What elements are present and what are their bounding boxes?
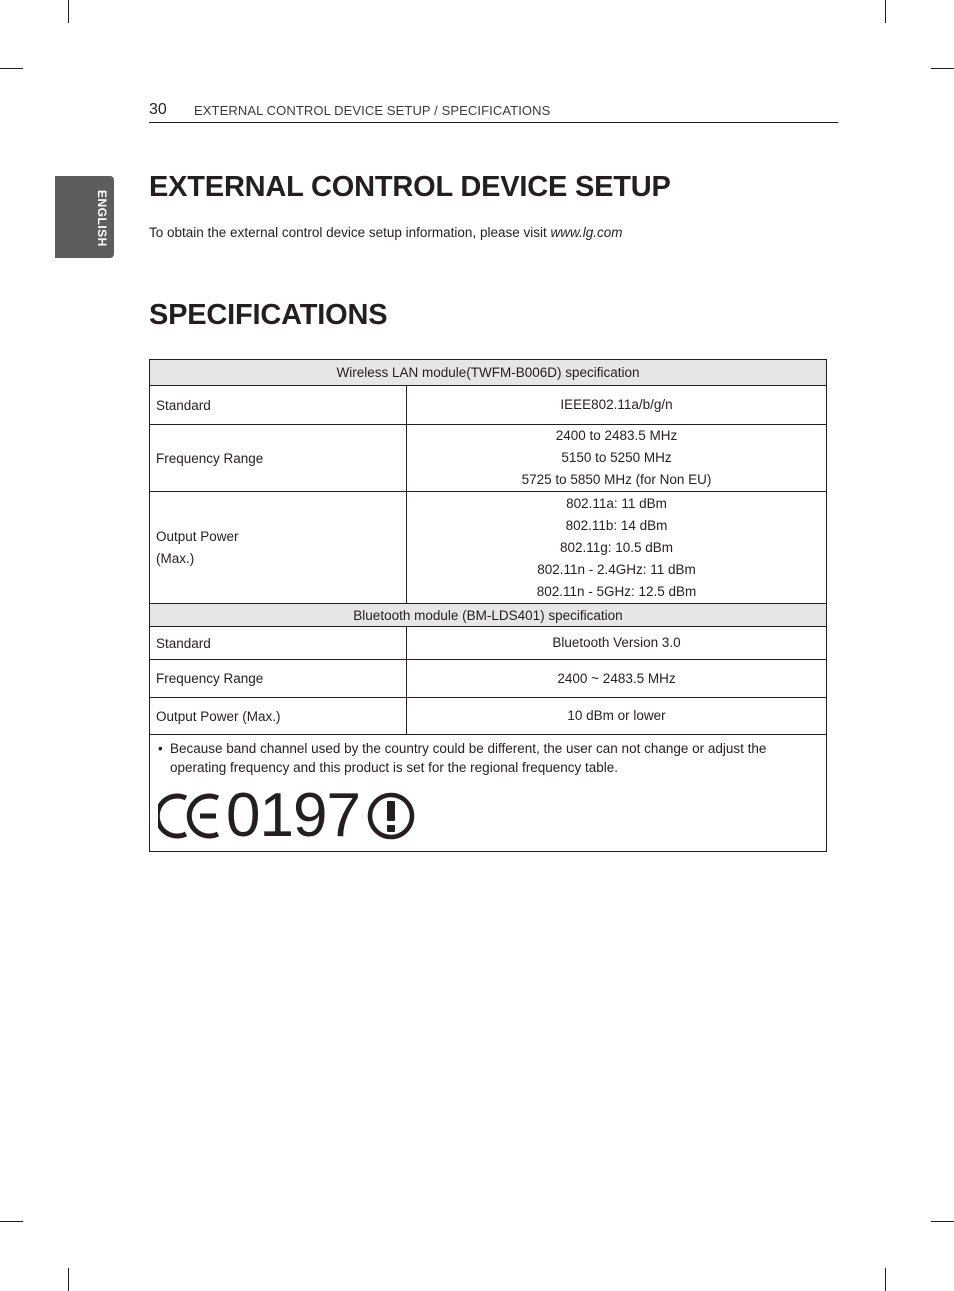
wlan-spec-header: Wireless LAN module(TWFM-B006D) specification	[150, 360, 827, 386]
output-power-value: 802.11b: 14 dBm	[565, 517, 668, 533]
wlan-frequency-value: 2400 to 2483.5 MHz	[555, 428, 678, 443]
table-header-row	[150, 604, 827, 627]
page-header	[149, 101, 838, 123]
crop-mark	[68, 0, 69, 23]
notified-body-number: 0197	[226, 781, 360, 850]
bt-frequency-label: Frequency Range	[150, 660, 407, 698]
exclamation-circle-icon	[366, 791, 416, 841]
table-header-row	[150, 360, 827, 386]
wlan-frequency-value: 5150 to 5250 MHz	[561, 450, 672, 465]
bt-frequency-value: 2400 ~ 2483.5 MHz	[407, 660, 827, 698]
section-heading-specifications: SPECIFICATIONS	[149, 299, 388, 331]
wlan-standard-value: IEEE802.11a/b/g/n	[407, 386, 827, 425]
ce-mark-icon	[158, 790, 224, 842]
bt-output-power-label: Output Power (Max.)	[150, 698, 407, 735]
wlan-standard-label: Standard	[150, 386, 407, 425]
output-power-value: 802.11g: 10.5 dBm	[559, 539, 674, 555]
crop-mark	[0, 68, 23, 69]
bullet: •	[158, 741, 163, 756]
table-row	[150, 660, 827, 698]
crop-mark	[931, 68, 954, 69]
crop-mark	[885, 1268, 886, 1291]
table-row	[150, 698, 827, 735]
wlan-output-power-values	[407, 492, 827, 604]
wlan-frequency-values	[407, 425, 827, 492]
output-power-value: 802.11n - 5GHz: 12.5 dBm	[536, 583, 697, 599]
output-power-value: 802.11n - 2.4GHz: 11 dBm	[537, 561, 696, 577]
regional-frequency-note	[158, 739, 820, 777]
table-row	[150, 627, 827, 660]
crop-mark	[68, 1268, 69, 1291]
table-note-row	[150, 735, 827, 852]
intro-paragraph	[149, 225, 623, 240]
table-row	[150, 425, 827, 492]
note-text: Because band channel used by the country could be different, the user can not change or adjust the operating frequency and this product is set for the regional frequency table.	[170, 741, 767, 775]
ce-marking	[158, 781, 820, 851]
wlan-frequency-label: Frequency Range	[150, 425, 407, 492]
language-tab-label: ENGLISH	[95, 189, 109, 247]
table-row	[150, 492, 827, 604]
bt-standard-value: Bluetooth Version 3.0	[407, 627, 827, 660]
crop-mark	[0, 1221, 23, 1222]
bt-standard-label: Standard	[150, 627, 407, 660]
wlan-frequency-value: 5725 to 5850 MHz (for Non EU)	[521, 472, 712, 487]
intro-text: To obtain the external control device setup information, please visit	[149, 225, 551, 240]
crop-mark	[931, 1221, 954, 1222]
wlan-output-power-label	[150, 492, 407, 604]
bluetooth-spec-header: Bluetooth module (BM-LDS401) specification	[150, 604, 827, 627]
page-number: 30	[149, 101, 167, 118]
note-cell	[150, 735, 827, 852]
output-power-label-line: (Max.)	[156, 550, 195, 566]
output-power-label-line: Output Power	[156, 528, 239, 544]
output-power-value: 802.11a: 11 dBm	[566, 495, 667, 511]
table-row	[150, 386, 827, 425]
crop-mark	[885, 0, 886, 23]
section-heading-external-control: EXTERNAL CONTROL DEVICE SETUP	[149, 171, 671, 203]
website-link[interactable]: www.lg.com	[550, 225, 623, 240]
running-header-title: EXTERNAL CONTROL DEVICE SETUP / SPECIFICATIONS	[194, 103, 551, 118]
specification-table	[149, 359, 827, 852]
bt-output-power-value: 10 dBm or lower	[407, 698, 827, 735]
